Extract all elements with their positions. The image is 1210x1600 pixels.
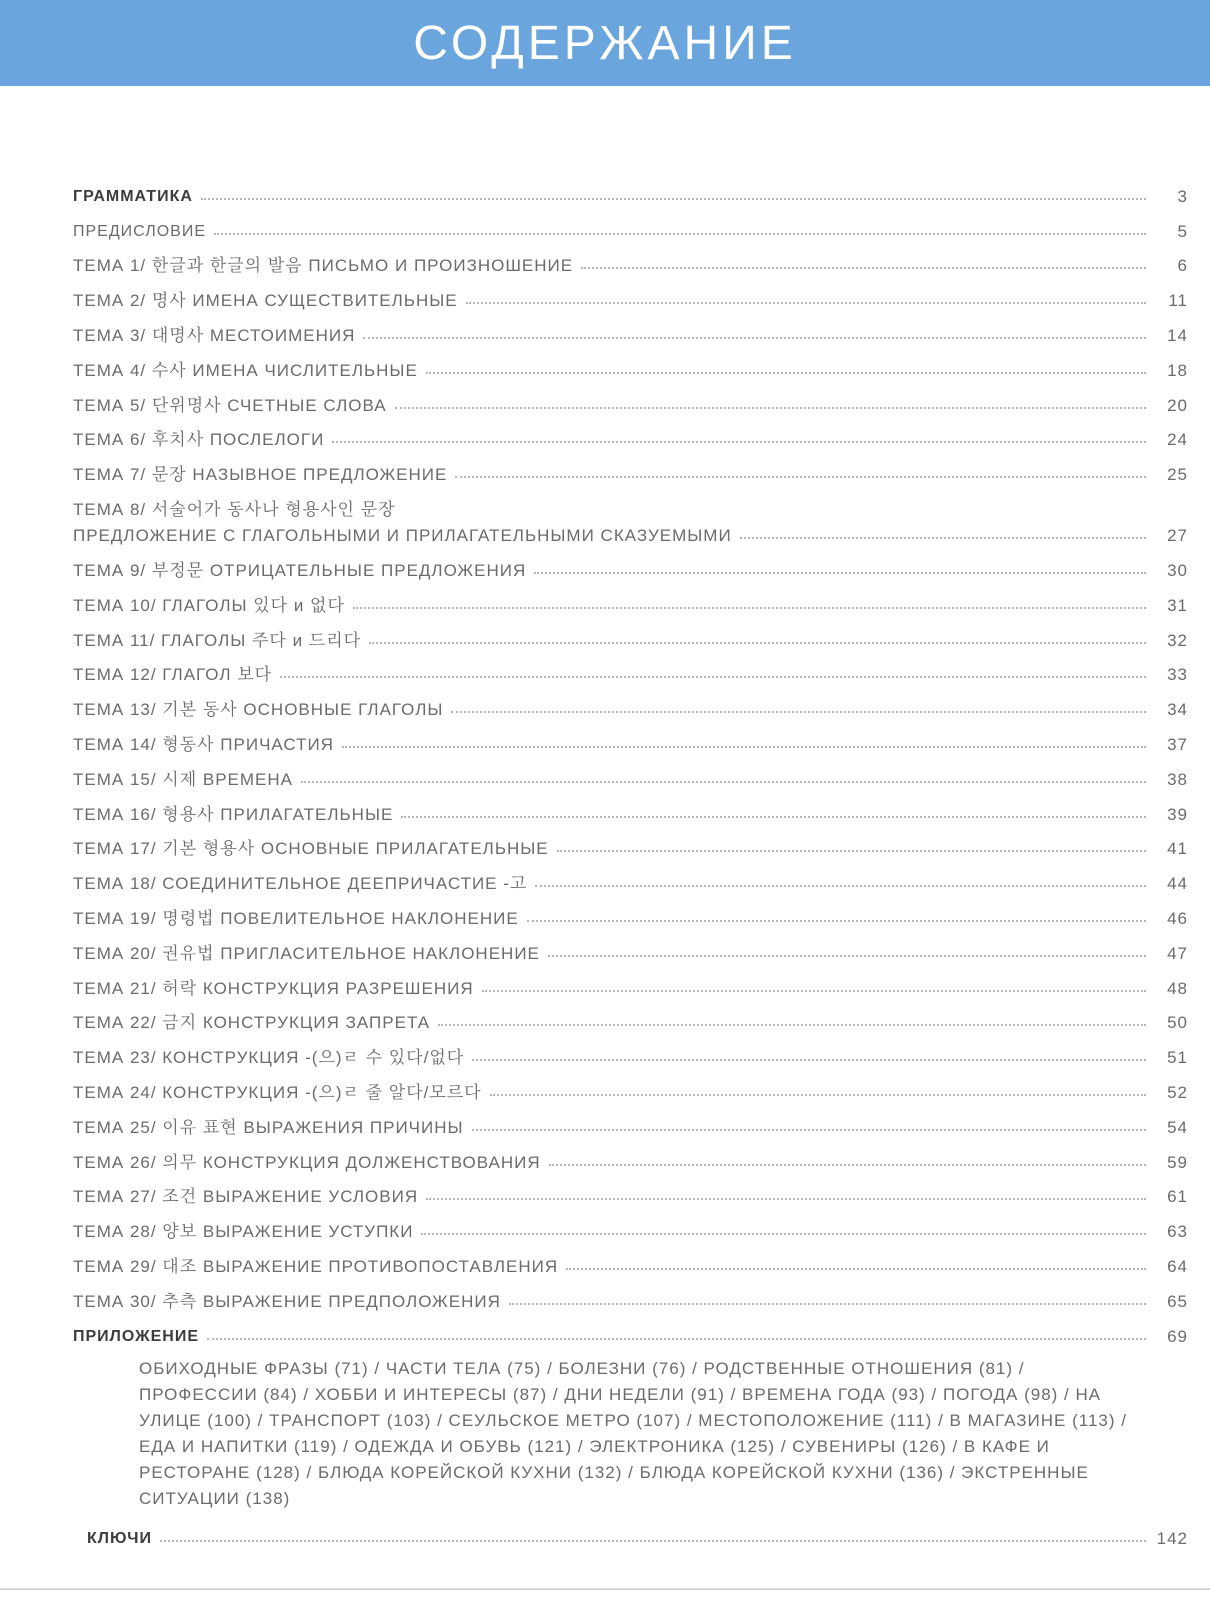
toc-entry-label: ТЕМА 10/ ГЛАГОЛЫ 있다 и 없다 [73,595,345,615]
toc-entry-page: 6 [1177,256,1188,276]
dot-leader [509,1303,1146,1305]
toc-entry-topic-28[interactable] [73,1210,1188,1245]
dot-leader [353,607,1146,609]
dot-leader [527,920,1146,922]
toc-entry-label: ТЕМА 6/ 후치사 ПОСЛЕЛОГИ [73,430,325,450]
toc-entry-topic-30[interactable] [73,1280,1188,1315]
toc-entry-topic-18[interactable] [73,862,1188,897]
toc-entry-page: 65 [1167,1291,1188,1311]
toc-entry-page: 48 [1167,978,1188,998]
toc-entry-page: 69 [1167,1326,1188,1346]
toc-entry-page: 52 [1167,1082,1188,1102]
dot-leader [332,441,1146,443]
toc-entry-label: ТЕМА 28/ 양보 ВЫРАЖЕНИЕ УСТУПКИ [73,1222,414,1242]
dot-leader [740,537,1146,539]
toc-entry-topic-4[interactable] [73,349,1188,384]
topic-list [73,245,1188,1315]
toc-entry-topic-7[interactable] [73,453,1188,488]
toc-entry-page: 30 [1167,560,1188,580]
toc-entry-page: 142 [1156,1529,1188,1549]
toc-entry-label: ТЕМА 20/ 권유법 ПРИГЛАСИТЕЛЬНОЕ НАКЛОНЕНИЕ [73,943,540,963]
toc-entry-topic-14[interactable] [73,723,1188,758]
dot-leader [363,337,1146,339]
toc-entry-label-line1: ТЕМА 8/ 서술어가 동사나 형용사인 문장 [73,500,396,520]
toc-entry-topic-22[interactable] [73,1002,1188,1037]
toc-entry-label: ТЕМА 27/ 조건 ВЫРАЖЕНИЕ УСЛОВИЯ [73,1187,419,1207]
dot-leader [490,1094,1146,1096]
toc-entry-page: 51 [1167,1048,1188,1068]
toc-entry-topic-10[interactable] [73,584,1188,619]
toc-entry-page: 3 [1177,186,1188,206]
dot-leader [466,302,1146,304]
toc-entry-page: 64 [1167,1256,1188,1276]
dot-leader [426,372,1146,374]
toc-entry-label: ТЕМА 18/ СОЕДИНИТЕЛЬНОЕ ДЕЕПРИЧАСТИЕ -고 [73,874,528,894]
toc-entry-topic-20[interactable] [73,932,1188,967]
toc-entry-page: 44 [1167,874,1188,894]
toc-entry-label: ТЕМА 29/ 대조 ВЫРАЖЕНИЕ ПРОТИВОПОСТАВЛЕНИЯ [73,1256,559,1276]
toc-entry-page: 18 [1167,360,1188,380]
toc-entry-page: 20 [1167,395,1188,415]
toc-entry-label: ТЕМА 11/ ГЛАГОЛЫ 주다 и 드리다 [73,630,362,650]
toc-entry-label: ТЕМА 4/ 수사 ИМЕНА ЧИСЛИТЕЛЬНЫЕ [73,360,418,380]
table-of-contents [73,175,1188,1552]
page-bottom-edge [0,1588,1210,1590]
dot-leader [214,233,1146,235]
toc-entry-page: 24 [1167,430,1188,450]
dot-leader [549,1164,1146,1166]
toc-entry-page: 39 [1167,804,1188,824]
toc-entry-label: КЛЮЧИ [87,1530,153,1548]
toc-entry-label: ТЕМА 23/ КОНСТРУКЦИЯ -(으)ㄹ 수 있다/없다 [73,1048,465,1068]
toc-entry-label: ТЕМА 16/ 형용사 ПРИЛАГАТЕЛЬНЫЕ [73,804,394,824]
toc-entry-topic-17[interactable] [73,828,1188,863]
toc-entry-page: 38 [1167,769,1188,789]
dot-leader [548,955,1146,957]
toc-entry-topic-3[interactable] [73,314,1188,349]
dot-leader [369,642,1146,644]
toc-entry-label: ТЕМА 21/ 허락 КОНСТРУКЦИЯ РАЗРЕШЕНИЯ [73,978,474,998]
toc-entry-topic-12[interactable] [73,654,1188,689]
toc-entry-preface[interactable] [73,210,1188,245]
dot-leader [451,711,1146,713]
toc-entry-topic-16[interactable] [73,793,1188,828]
toc-entry-page: 46 [1167,908,1188,928]
toc-entry-appendix[interactable] [73,1315,1188,1350]
toc-entry-topic-5[interactable] [73,384,1188,419]
dot-leader [566,1268,1146,1270]
dot-leader [301,781,1146,783]
toc-entry-label: ТЕМА 7/ 문장 НАЗЫВНОЕ ПРЕДЛОЖЕНИЕ [73,465,448,485]
toc-entry-label: ТЕМА 1/ 한글과 한글의 발음 ПИСЬМО И ПРОИЗНОШЕНИЕ [73,256,574,276]
toc-entry-page: 54 [1167,1117,1188,1137]
toc-entry-page: 14 [1167,325,1188,345]
dot-leader [280,676,1146,678]
toc-entry-page: 59 [1167,1152,1188,1172]
toc-entry-topic-23[interactable] [73,1036,1188,1071]
toc-entry-topic-6[interactable] [73,419,1188,454]
toc-entry-grammar[interactable] [73,175,1188,210]
toc-entry-topic-9[interactable] [73,549,1188,584]
toc-entry-topic-29[interactable] [73,1245,1188,1280]
toc-entry-topic-13[interactable] [73,688,1188,723]
toc-entry-page: 37 [1167,734,1188,754]
dot-leader [160,1540,1146,1542]
toc-entry-page: 5 [1177,221,1188,241]
toc-entry-label: ТЕМА 17/ 기본 형용사 ОСНОВНЫЕ ПРИЛАГАТЕЛЬНЫЕ [73,839,549,859]
toc-entry-topic-27[interactable] [73,1176,1188,1211]
toc-entry-label [73,497,732,549]
dot-leader [395,407,1146,409]
toc-entry-label: ТЕМА 5/ 단위명사 СЧЕТНЫЕ СЛОВА [73,395,387,415]
toc-entry-label: ТЕМА 12/ ГЛАГОЛ 보다 [73,665,273,685]
toc-entry-topic-15[interactable] [73,758,1188,793]
toc-entry-label: ТЕМА 9/ 부정문 ОТРИЦАТЕЛЬНЫЕ ПРЕДЛОЖЕНИЯ [73,560,527,580]
toc-entry-topic-11[interactable] [73,619,1188,654]
header-bar [0,0,1210,86]
toc-entry-label: ТЕМА 22/ 금지 КОНСТРУКЦИЯ ЗАПРЕТА [73,1013,431,1033]
toc-entry-label: ТЕМА 13/ 기본 동사 ОСНОВНЫЕ ГЛАГОЛЫ [73,700,444,720]
dot-leader [207,1338,1146,1340]
toc-entry-page: 11 [1168,291,1188,311]
toc-entry-page: 63 [1167,1222,1188,1242]
toc-entry-page: 32 [1167,630,1188,650]
dot-leader [342,746,1146,748]
toc-entry-page: 34 [1167,700,1188,720]
dot-leader [472,1129,1146,1131]
toc-entry-page: 41 [1167,839,1188,859]
toc-entry-page: 61 [1167,1187,1188,1207]
toc-entry-topic-24[interactable] [73,1071,1188,1106]
dot-leader [482,990,1146,992]
dot-leader [421,1233,1146,1235]
toc-entry-label: ТЕМА 19/ 명령법 ПОВЕЛИТЕЛЬНОЕ НАКЛОНЕНИЕ [73,908,519,928]
toc-entry-topic-21[interactable] [73,967,1188,1002]
toc-entry-page: 50 [1167,1013,1188,1033]
toc-entry-label: ТЕМА 26/ 의무 КОНСТРУКЦИЯ ДОЛЖЕНСТВОВАНИЯ [73,1152,541,1172]
dot-leader [557,850,1146,852]
toc-entry-label: ТЕМА 15/ 시제 ВРЕМЕНА [73,769,294,789]
toc-entry-label: ТЕМА 25/ 이유 표현 ВЫРАЖЕНИЯ ПРИЧИНЫ [73,1117,464,1137]
toc-entry-label: ТЕМА 30/ 추측 ВЫРАЖЕНИЕ ПРЕДПОЛОЖЕНИЯ [73,1291,501,1311]
dot-leader [472,1059,1146,1061]
dot-leader [401,816,1146,818]
toc-entry-page: 27 [1167,526,1188,546]
toc-entry-topic-8[interactable] [73,488,1188,549]
dot-leader [201,198,1146,200]
appendix-contents: ОБИХОДНЫЕ ФРАЗЫ (71) / ЧАСТИ ТЕЛА (75) / БОЛЕЗНИ (76) / РОДСТВЕННЫЕ ОТНОШЕНИЯ (81) / ПРОФЕССИИ (84) / ХОББИ И ИНТЕРЕСЫ (87) / ДНИ НЕДЕЛИ (91) / ВРЕМЕНА ГОДА (93) / ПОГОДА (98) / НА УЛИЦЕ (100) / ТРАНСПОРТ (103) / СЕУЛЬСКОЕ МЕТРО (107) / МЕСТОПОЛОЖЕНИЕ (111) / В МАГАЗИНЕ (113) / ЕДА И НАПИТКИ (119) / ОДЕЖДА И ОБУВЬ (121) / ЭЛЕКТРОНИКА (125) / СУВЕНИРЫ (126) / В КАФЕ И РЕСТОРАНЕ (128) / БЛЮДА КОРЕЙСКОЙ КУХНИ (132) / БЛЮДА КОРЕЙСКОЙ КУХНИ (136) / ЭКСТРЕННЫЕ СИТУАЦИИ (138) [139,1358,1127,1508]
toc-entry-label: ТЕМА 14/ 형동사 ПРИЧАСТИЯ [73,734,334,754]
toc-entry-page: 25 [1167,465,1188,485]
toc-entry-label: ТЕМА 2/ 명사 ИМЕНА СУЩЕСТВИТЕЛЬНЫЕ [73,291,458,311]
dot-leader [455,476,1146,478]
toc-entry-label: ПРЕДИСЛОВИЕ [73,222,206,240]
toc-entry-topic-19[interactable] [73,897,1188,932]
dot-leader [581,267,1146,269]
toc-entry-keys[interactable] [87,1518,1188,1553]
dot-leader [535,885,1146,887]
toc-entry-label: ГРАММАТИКА [73,187,193,205]
toc-entry-topic-2[interactable] [73,279,1188,314]
toc-entry-topic-1[interactable] [73,245,1188,280]
toc-entry-page: 47 [1167,943,1188,963]
toc-entry-label-line2: ПРЕДЛОЖЕНИЕ С ГЛАГОЛЬНЫМИ И ПРИЛАГАТЕЛЬНЫМИ СКАЗУЕМЫМИ [73,526,732,546]
dot-leader [426,1198,1146,1200]
toc-entry-label: ТЕМА 24/ КОНСТРУКЦИЯ -(으)ㄹ 줄 알다/모르다 [73,1082,482,1102]
dot-leader [534,572,1146,574]
toc-entry-page: 33 [1167,665,1188,685]
toc-entry-page: 31 [1167,595,1188,615]
toc-entry-label: ТЕМА 3/ 대명사 МЕСТОИМЕНИЯ [73,325,356,345]
page-title: СОДЕРЖАНИЕ [413,17,797,70]
toc-entry-topic-25[interactable] [73,1106,1188,1141]
toc-entry-topic-26[interactable] [73,1141,1188,1176]
dot-leader [438,1024,1146,1026]
toc-entry-label: ПРИЛОЖЕНИЕ [73,1327,199,1345]
